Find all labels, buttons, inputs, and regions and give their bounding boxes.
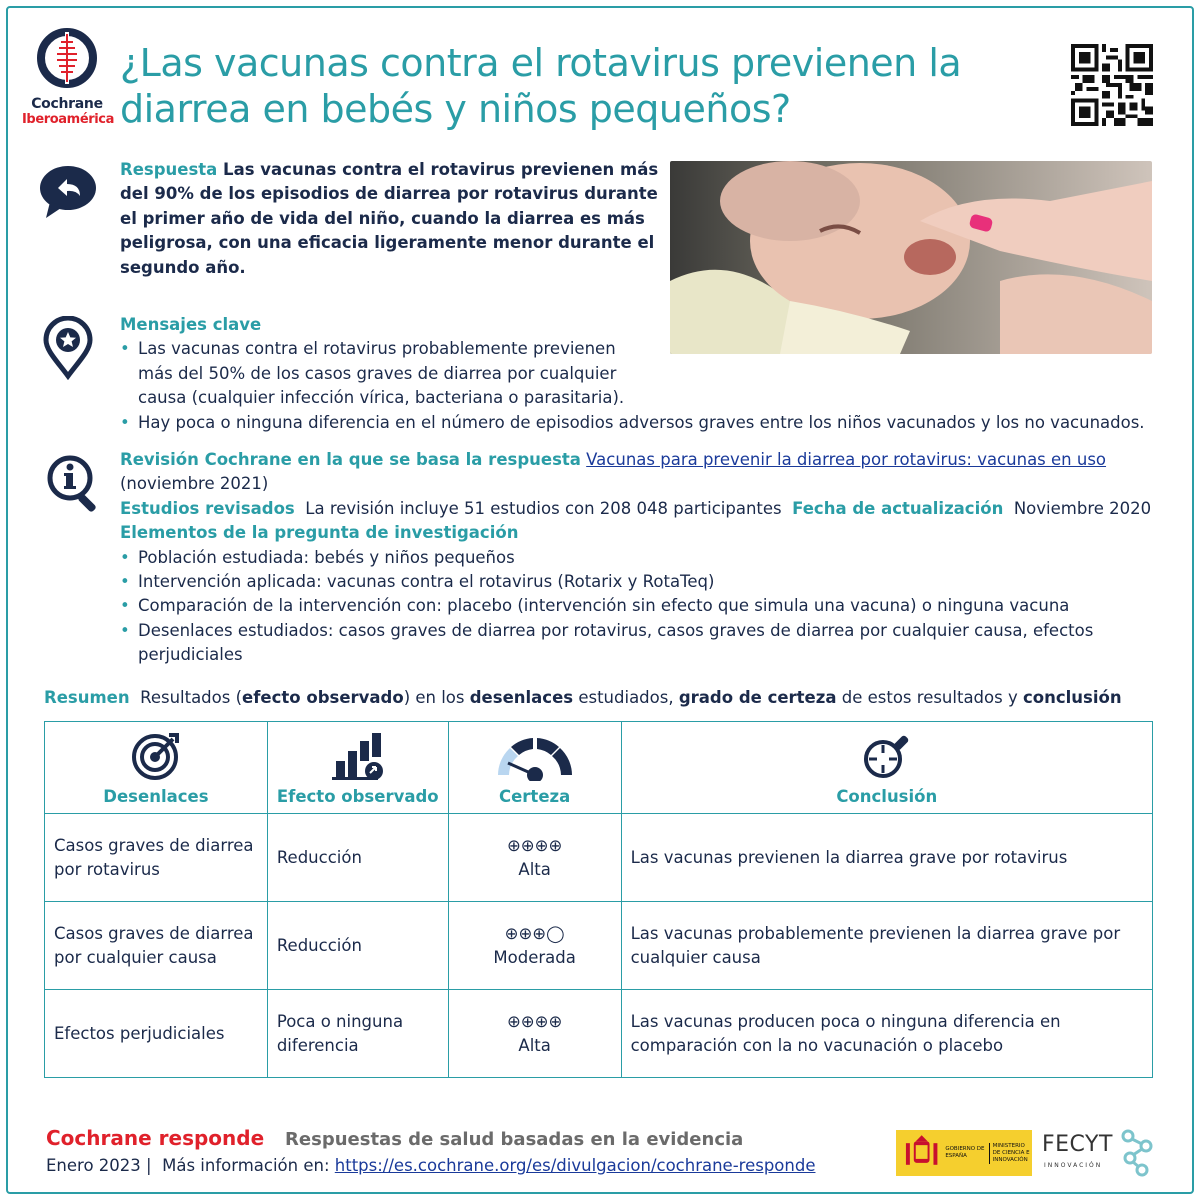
summary-text: Resultados (	[140, 688, 243, 707]
gov-text-1: GOBIERNO DE ESPAÑA	[945, 1146, 985, 1159]
table-row	[45, 990, 1153, 1078]
review-label: Revisión Cochrane en la que se basa la respuesta	[120, 450, 581, 469]
studies-label: Estudios revisados	[120, 498, 295, 518]
cell-effect: Reducción	[267, 814, 448, 902]
qr-code-icon[interactable]	[1071, 44, 1153, 126]
elements-heading: Elementos de la pregunta de investigación	[120, 523, 519, 543]
header-certainty	[448, 722, 621, 814]
info-magnifier-icon	[44, 452, 108, 516]
spain-government-logo	[896, 1130, 1032, 1176]
certainty-symbols: ⊕⊕⊕⊕	[506, 1011, 563, 1031]
key-messages	[120, 313, 1160, 435]
element-item: • Población estudiada: bebés y niños pequeños	[120, 546, 1160, 570]
header-label: Desenlaces	[103, 787, 209, 806]
cell-conclusion: Las vacunas probablemente previenen la diarrea grave por cualquier causa	[621, 902, 1152, 990]
footer-url-link[interactable]: https://es.cochrane.org/es/divulgacion/cochrane-responde	[334, 1156, 816, 1175]
footer-info-line	[46, 1156, 815, 1175]
gov-text-2: MINISTERIO DE CIENCIA E INNOVACIÓN	[989, 1143, 1032, 1164]
cell-outcome: Casos graves de diarrea por cualquier causa	[45, 902, 268, 990]
cell-effect: Reducción	[267, 902, 448, 990]
certainty-symbols: ⊕⊕⊕⊕	[506, 835, 563, 855]
footer-brand-line	[46, 1126, 743, 1150]
header-label: Certeza	[499, 787, 571, 806]
table-row	[45, 902, 1153, 990]
fecyt-sub: INNOVACIÓN	[1044, 1162, 1103, 1169]
cell-outcome: Efectos perjudiciales	[45, 990, 268, 1078]
review-link[interactable]: Vacunas para prevenir la diarrea por rotavirus: vacunas en uso	[586, 450, 1107, 469]
certainty-level: Alta	[518, 859, 551, 879]
key-messages-pin-icon	[36, 316, 100, 380]
cell-certainty	[448, 990, 621, 1078]
summary-text: ) en los	[403, 688, 470, 707]
element-item: • Intervención aplicada: vacunas contra el rotavirus (Rotarix y RotaTeq)	[120, 570, 1160, 594]
review-section	[120, 448, 1160, 668]
summary-table	[44, 721, 1153, 1078]
review-date: (noviembre 2021)	[120, 474, 269, 494]
cochrane-logo	[22, 26, 112, 127]
studies-text: La revisión incluye 51 estudios con 208 048 participantes	[305, 498, 782, 518]
header-outcomes	[45, 722, 268, 814]
header-label: Efecto observado	[276, 787, 439, 806]
summary-bold: grado de certeza	[678, 688, 837, 707]
logo-line1: Cochrane	[31, 96, 103, 112]
key-message-item: • Las vacunas contra el rotavirus probablemente previenen más del 50% de los casos graves de diarrea por cualquier causa (cualquier infección vírica, bacteriana o parasitaria).	[120, 337, 640, 410]
footer-date: Enero 2023 |	[46, 1156, 152, 1175]
summary-bold: conclusión	[1022, 688, 1122, 707]
update-label: Fecha de actualización	[792, 498, 1004, 518]
crosshair-magnifier-icon	[861, 731, 913, 781]
certainty-level: Alta	[518, 1035, 551, 1055]
element-item: • Desenlaces estudiados: casos graves de diarrea por rotavirus, casos graves de diarrea por cualquier causa, efectos perjudiciales	[120, 619, 1160, 668]
key-message-item: • Hay poca o ninguna diferencia en el número de episodios adversos graves entre los niños vacunados y los no vacunados.	[120, 411, 1160, 435]
update-text: Noviembre 2020	[1013, 498, 1152, 518]
answer-label: Respuesta	[120, 160, 218, 179]
fecyt-logo	[1042, 1128, 1154, 1178]
fecyt-text: FECYT	[1042, 1132, 1113, 1157]
cell-conclusion: Las vacunas previenen la diarrea grave por rotavirus	[621, 814, 1152, 902]
footer-brand: Cochrane responde	[46, 1126, 265, 1150]
footer-tagline: Respuestas de salud basadas en la evidencia	[285, 1129, 744, 1150]
page-title: ¿Las vacunas contra el rotavirus previenen la diarrea en bebés y niños pequeños?	[120, 41, 962, 131]
bar-chart-icon	[330, 731, 386, 781]
element-item: • Comparación de la intervención con: placebo (intervención sin efecto que simula una vacuna) o ninguna vacuna	[120, 594, 1160, 618]
summary-bold: efecto observado	[242, 688, 404, 707]
logo-line2: Iberoamérica	[22, 112, 114, 127]
cell-certainty	[448, 902, 621, 990]
footer-more: Más información en:	[162, 1156, 330, 1175]
table-header-row	[45, 722, 1153, 814]
target-icon	[131, 731, 181, 781]
answer-body: Las vacunas contra el rotavirus previenen más del 90% de los episodios de diarrea por rotavirus durante el primer año de vida del niño, cuando la diarrea es más peligrosa, con una eficacia ligeramente menor durante el segundo año.	[120, 160, 659, 277]
key-messages-heading: Mensajes clave	[120, 315, 262, 334]
cell-conclusion: Las vacunas producen poca o ninguna diferencia en comparación con la no vacunación o placebo	[621, 990, 1152, 1078]
answer-text	[120, 158, 660, 280]
cell-certainty	[448, 814, 621, 902]
summary-text: de estos resultados y	[836, 688, 1023, 707]
certainty-symbols: ⊕⊕⊕◯	[504, 923, 565, 943]
certainty-level: Moderada	[493, 947, 576, 967]
spain-coat-of-arms-icon	[902, 1133, 941, 1173]
summary-label: Resumen	[44, 688, 130, 707]
summary-text: estudiados,	[573, 688, 679, 707]
summary-line	[44, 686, 1164, 710]
gauge-icon	[494, 731, 576, 781]
header-conclusion	[621, 722, 1152, 814]
cell-outcome: Casos graves de diarrea por rotavirus	[45, 814, 268, 902]
cell-effect: Poca o ninguna diferencia	[267, 990, 448, 1078]
answer-speech-icon	[36, 160, 100, 224]
header-effect	[267, 722, 448, 814]
table-row	[45, 814, 1153, 902]
fecyt-molecule-icon	[1120, 1128, 1154, 1178]
cochrane-logo-icon	[35, 26, 99, 90]
summary-bold: desenlaces	[469, 688, 574, 707]
header-label: Conclusión	[836, 787, 938, 806]
